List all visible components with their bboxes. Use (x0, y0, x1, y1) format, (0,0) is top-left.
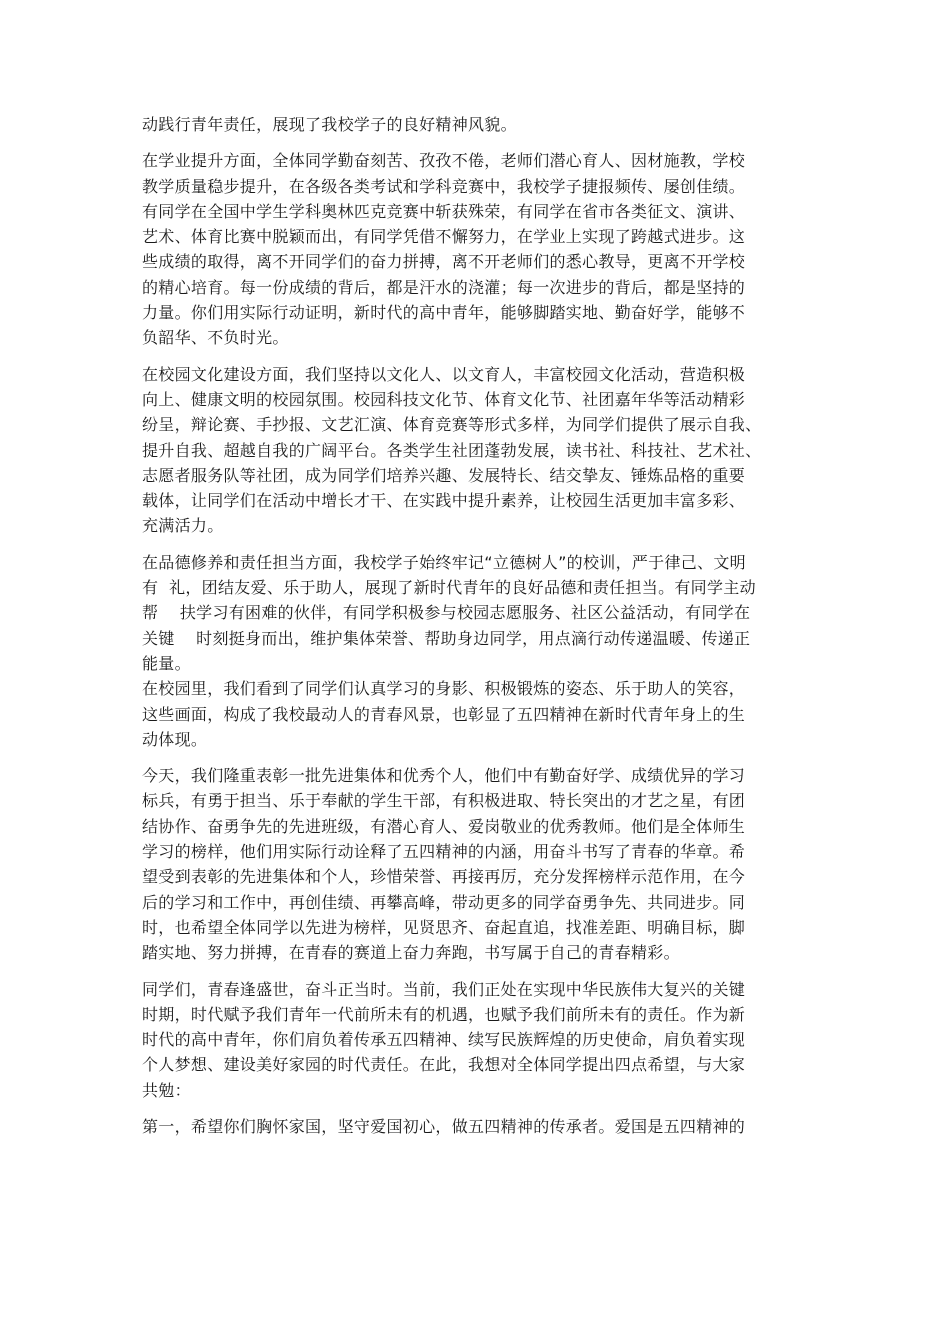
text-line: 在校园文化建设方面，我们坚持以文化人、以文育人，丰富校园文化活动，营造积极 (142, 364, 746, 384)
text-line: 纷呈，辩论赛、手抄报、文艺汇演、体育竞赛等形式多样，为同学们提供了展示自我、 (142, 415, 762, 435)
text-line: 在校园里，我们看到了同学们认真学习的身影、积极锻炼的姿态、乐于助人的笑容， (142, 679, 746, 699)
text-line: 负韶华、不负时光。 (142, 328, 289, 348)
text-line: 标兵，有勇于担当、乐于奉献的学生干部，有积极进取、特长突出的才艺之星，有团 (142, 791, 746, 811)
text-line: 在学业提升方面，全体同学勤奋刻苦、孜孜不倦，老师们潜心育人、因材施教，学校 (142, 151, 746, 171)
paragraph-youth-mission (142, 977, 832, 1103)
paragraph-campus-culture (142, 362, 832, 539)
text-line: 动体现。 (142, 729, 208, 749)
text-line: 今天，我们隆重表彰一批先进集体和优秀个人，他们中有勤奋好学、成绩优异的学习 (142, 766, 746, 786)
text-line: 这些画面，构成了我校最动人的青春风景，也彰显了五四精神在新时代青年身上的生 (142, 704, 746, 724)
paragraph-moral-character (142, 550, 832, 676)
text-line: 时期，时代赋予我们青年一代前所未有的机遇，也赋予我们前所未有的责任。作为新 (142, 1004, 746, 1024)
text-line: 共勉： (142, 1080, 191, 1100)
text-line: 向上、健康文明的校园氛围。校园科技文化节、体育文化节、社团嘉年华等活动精彩 (142, 389, 746, 409)
text-line: 关键 时刻挺身而出，维护集体荣誉、帮助身边同学，用点滴行动传递温暖、传递正 (142, 628, 751, 648)
text-line: 载体，让同学们在活动中增长才干、在实践中提升素养，让校园生活更加丰富多彩、 (142, 491, 746, 511)
text-line: 充满活力。 (142, 516, 224, 536)
text-line: 志愿者服务队等社团，成为同学们培养兴趣、发展特长、结交挚友、锤炼品格的重要 (142, 465, 746, 485)
paragraph-campus-scenes (142, 676, 832, 752)
paragraph-academic (142, 148, 832, 350)
text-line: 同学们，青春逢盛世，奋斗正当时。当前，我们正处在实现中华民族伟大复兴的关键 (142, 979, 746, 999)
text-line: 后的学习和工作中，再创佳绩、再攀高峰，带动更多的同学奋勇争先、共同进步。同 (142, 892, 746, 912)
text-line: 学习的榜样，他们用实际行动诠释了五四精神的内涵，用奋斗书写了青春的华章。希 (142, 842, 746, 862)
text-line: 踏实地、努力拼搏，在青春的赛道上奋力奔跑，书写属于自己的青春精彩。 (142, 943, 680, 963)
text-line: 教学质量稳步提升，在各级各类考试和学科竞赛中，我校学子捷报频传、屡创佳绩。 (142, 176, 746, 196)
text-line: 的精心培育。每一份成绩的背后，都是汗水的浇灌；每一次进步的背后，都是坚持的 (142, 277, 746, 297)
text-line: 提升自我、超越自我的广阔平台。各类学生社团蓬勃发展，读书社、科技社、艺术社、 (142, 440, 762, 460)
text-line: 时，也希望全体同学以先进为榜样，见贤思齐、奋起直追，找准差距、明确目标，脚 (142, 917, 746, 937)
text-line: 个人梦想、建设美好家园的时代责任。在此，我想对全体同学提出四点希望，与大家 (142, 1055, 746, 1075)
paragraph-first-hope (142, 1114, 832, 1139)
text-line: 第一，希望你们胸怀家国，坚守爱国初心，做五四精神的传承者。爱国是五四精神的 (142, 1116, 746, 1136)
text-line: 力量。你们用实际行动证明，新时代的高中青年，能够脚踏实地、勤奋好学，能够不 (142, 303, 746, 323)
text-line: 有同学在全国中学生学科奥林匹克竞赛中斩获殊荣，有同学在省市各类征文、演讲、 (142, 201, 746, 221)
document-body (142, 112, 832, 1139)
text-line: 能量。 (142, 653, 191, 673)
paragraph-intro-tail (142, 112, 832, 137)
text-line: 艺术、体育比赛中脱颖而出，有同学凭借不懈努力，在学业上实现了跨越式进步。这 (142, 227, 746, 247)
text-line: 结协作、奋勇争先的先进班级，有潜心育人、爱岗敬业的优秀教师。他们是全体师生 (142, 816, 746, 836)
text-line: 时代的高中青年，你们肩负着传承五四精神、续写民族辉煌的历史使命，肩负着实现 (142, 1030, 746, 1050)
text-line: 有 礼，团结友爱、乐于助人，展现了新时代青年的良好品德和责任担当。有同学主动 (142, 578, 756, 598)
paragraph-commendation (142, 763, 832, 965)
text-line: 动践行青年责任，展现了我校学子的良好精神风貌。 (142, 115, 517, 134)
text-line: 帮 扶学习有困难的伙伴，有同学积极参与校园志愿服务、社区公益活动，有同学在 (142, 603, 751, 623)
text-line: 在品德修养和责任担当方面，我校学子始终牢记“立德树人”的校训，严于律己、文明 (142, 552, 746, 572)
text-line: 些成绩的取得，离不开同学们的奋力拼搏，离不开老师们的悉心教导，更离不开学校 (142, 252, 746, 272)
text-line: 望受到表彰的先进集体和个人，珍惜荣誉、再接再厉，充分发挥榜样示范作用，在今 (142, 867, 746, 887)
